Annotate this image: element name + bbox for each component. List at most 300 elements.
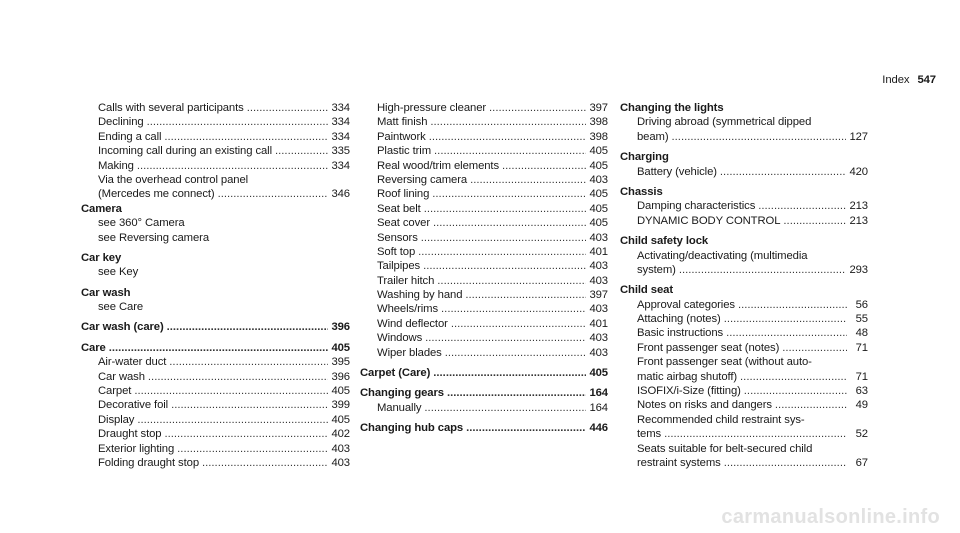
entry-text: Real wood/trim elements <box>377 159 500 172</box>
index-line <box>620 150 868 164</box>
index-line <box>637 442 868 456</box>
entry-text: Changing the lights <box>620 102 724 114</box>
leader-dots <box>466 421 586 435</box>
entry-text: Exterior lighting <box>98 442 175 455</box>
index-subentry <box>360 101 608 115</box>
index-subentry <box>360 115 608 129</box>
page-ref[interactable]: 55 <box>855 313 868 326</box>
leader-dots <box>465 288 586 302</box>
page-ref[interactable]: 398 <box>589 130 608 143</box>
leader-dots <box>167 320 329 334</box>
leader-dots <box>418 245 586 259</box>
index-line <box>98 159 350 173</box>
leader-dots <box>441 302 586 316</box>
index-line <box>637 214 868 228</box>
entry-text: Care <box>81 341 106 354</box>
index-line <box>637 298 868 312</box>
index-subentry <box>81 413 350 427</box>
index-line <box>81 286 350 300</box>
index-line <box>98 265 350 279</box>
entry-text: Chassis <box>620 185 663 198</box>
index-line <box>98 370 350 384</box>
index-subentry <box>81 370 350 384</box>
index-line <box>98 427 350 441</box>
index-line <box>637 326 868 340</box>
index-subentry <box>620 312 868 326</box>
leader-dots <box>177 442 328 456</box>
entry-text: Matt finish <box>377 116 428 129</box>
index-heading <box>620 185 868 199</box>
page-header <box>882 74 936 86</box>
entry-text: Basic instructions <box>637 327 724 340</box>
index-line <box>377 231 608 245</box>
entry-text: Trailer hitch <box>377 274 435 287</box>
page-ref[interactable]: 403 <box>589 260 608 273</box>
page-ref[interactable]: 403 <box>589 346 608 359</box>
leader-dots <box>782 341 847 355</box>
index-subentry <box>360 231 608 245</box>
entry-text: Seat belt <box>377 202 421 215</box>
entry-text: see 360° Camera <box>98 217 185 230</box>
entry-text: Carpet <box>98 385 132 398</box>
index-subentry <box>620 384 868 398</box>
page-ref[interactable]: 405 <box>589 367 608 380</box>
entry-text: Incoming call during an existing call <box>98 145 273 158</box>
index-line <box>620 283 868 297</box>
entry-text: Decorative foil <box>98 399 169 412</box>
index-subentry <box>360 274 608 288</box>
page-ref[interactable]: 403 <box>589 274 608 287</box>
leader-dots <box>421 231 587 245</box>
index-line <box>637 312 868 326</box>
index-line <box>81 320 350 334</box>
page-ref[interactable]: 405 <box>331 413 350 426</box>
leader-dots <box>445 346 587 360</box>
index-line <box>637 456 868 470</box>
entry-text: beam) <box>637 130 669 143</box>
index-subentry <box>620 115 868 144</box>
index-line <box>98 355 350 369</box>
index-subentry <box>360 288 608 302</box>
entry-text: Front passenger seat (without auto- <box>637 356 812 369</box>
leader-dots <box>724 312 847 326</box>
index-subentry <box>81 456 350 470</box>
entry-text: Ending a call <box>98 130 162 143</box>
index-subentry <box>360 302 608 316</box>
page-ref[interactable]: 405 <box>589 159 608 172</box>
entry-text: system) <box>637 263 676 276</box>
entry-text: Battery (vehicle) <box>637 165 717 178</box>
page-ref[interactable]: 401 <box>589 245 608 258</box>
leader-dots <box>738 298 847 312</box>
leader-dots <box>202 456 328 470</box>
page-ref[interactable]: 213 <box>849 214 868 227</box>
entry-text: Car key <box>81 251 122 264</box>
page-ref[interactable]: 446 <box>589 422 608 435</box>
page-ref[interactable]: 71 <box>855 370 868 383</box>
leader-dots <box>148 370 329 384</box>
index-subentry <box>360 259 608 273</box>
index-line <box>98 173 350 187</box>
entry-text: Seat cover <box>377 217 431 230</box>
index-subentry <box>620 355 868 384</box>
page-ref[interactable]: 399 <box>331 399 350 412</box>
entry-text: Car wash <box>98 370 145 383</box>
entry-text: tems <box>637 428 662 441</box>
page-ref[interactable]: 401 <box>589 317 608 330</box>
page-ref[interactable]: 403 <box>331 442 350 455</box>
entry-text: Attaching (notes) <box>637 313 721 326</box>
index-subentry <box>620 341 868 355</box>
leader-dots <box>437 274 586 288</box>
entry-text: Charging <box>620 151 669 164</box>
leader-dots <box>164 130 328 144</box>
entry-text: Wiper blades <box>377 346 442 359</box>
index-subentry <box>81 115 350 129</box>
leader-dots <box>425 331 586 345</box>
index-line <box>637 199 868 213</box>
entry-text: see Care <box>98 301 144 314</box>
index-line <box>98 398 350 412</box>
index-subentry <box>81 144 350 158</box>
leader-dots <box>147 115 329 129</box>
entry-text: ISOFIX/i-Size (fitting) <box>637 385 741 398</box>
leader-dots <box>433 366 586 380</box>
index-line <box>377 159 608 173</box>
page-ref[interactable]: 403 <box>589 303 608 316</box>
index-subentry <box>360 317 608 331</box>
leader-dots <box>470 173 586 187</box>
page-ref[interactable]: 402 <box>331 428 350 441</box>
entry-text: Damping characteristics <box>637 200 756 213</box>
index-subentry <box>360 130 608 144</box>
page-ref[interactable]: 346 <box>331 188 350 201</box>
leader-dots <box>434 144 586 158</box>
page-ref[interactable]: 334 <box>331 159 350 172</box>
index-column-1 <box>81 101 350 470</box>
page-ref[interactable]: 396 <box>331 370 350 383</box>
entry-text: Sensors <box>377 231 418 244</box>
index-line <box>620 101 868 115</box>
index-subentry <box>620 326 868 340</box>
leader-dots <box>164 427 328 441</box>
leader-dots <box>726 326 847 340</box>
index-heading <box>360 386 608 400</box>
leader-dots <box>672 130 847 144</box>
index-line <box>637 249 868 263</box>
index-line <box>377 317 608 331</box>
entry-text: Plastic trim <box>377 145 432 158</box>
entry-text: Activating/deactivating (multimedia <box>637 249 808 262</box>
leader-dots <box>489 101 586 115</box>
page-ref[interactable]: 405 <box>331 341 350 354</box>
index-line <box>81 341 350 355</box>
index-line <box>98 231 350 245</box>
index-line <box>98 456 350 470</box>
page-ref[interactable]: 403 <box>589 332 608 345</box>
index-line <box>98 384 350 398</box>
page-ref[interactable]: 334 <box>331 116 350 129</box>
index-subentry <box>360 346 608 360</box>
index-heading <box>620 101 868 115</box>
index-heading <box>81 286 350 300</box>
index-subentry <box>81 265 350 279</box>
leader-dots <box>724 456 847 470</box>
page-ref[interactable]: 164 <box>589 387 608 400</box>
index-line <box>637 398 868 412</box>
index-subentry <box>620 413 868 442</box>
entry-text: Roof lining <box>377 188 430 201</box>
index-subentry <box>620 398 868 412</box>
page-ref[interactable]: 49 <box>855 399 868 412</box>
entry-text: Driving abroad (symmetrical dipped <box>637 116 812 129</box>
leader-dots <box>423 259 586 273</box>
index-line <box>637 165 868 179</box>
index-subentry <box>360 401 608 415</box>
leader-dots <box>137 159 329 173</box>
page-ref[interactable]: 397 <box>589 289 608 302</box>
index-heading <box>81 320 350 334</box>
entry-text: Paintwork <box>377 130 426 143</box>
entry-text: Wind deflector <box>377 317 448 330</box>
leader-dots <box>109 341 329 355</box>
index-line <box>377 101 608 115</box>
leader-dots <box>433 216 586 230</box>
index-subentry <box>81 300 350 314</box>
index-subentry <box>620 165 868 179</box>
page-ref[interactable]: 127 <box>849 130 868 143</box>
index-subentry <box>620 442 868 471</box>
index-line <box>377 259 608 273</box>
entry-text: Front passenger seat (notes) <box>637 341 780 354</box>
index-line <box>377 173 608 187</box>
leader-dots <box>247 101 329 115</box>
entry-text: (Mercedes me connect) <box>98 188 215 201</box>
entry-text: Folding draught stop <box>98 456 199 469</box>
page-ref[interactable]: 405 <box>589 188 608 201</box>
index-line <box>360 421 608 435</box>
leader-dots <box>275 144 328 158</box>
index-line <box>377 144 608 158</box>
entry-text: High-pressure cleaner <box>377 102 487 114</box>
entry-text: see Reversing camera <box>98 231 210 244</box>
entry-text: Seats suitable for belt-secured child <box>637 442 813 455</box>
leader-dots <box>218 187 329 201</box>
page-ref[interactable]: 403 <box>331 456 350 469</box>
entry-text: Recommended child restraint sys- <box>637 413 805 426</box>
page-ref[interactable]: 398 <box>589 116 608 129</box>
entry-text: matic airbag shutoff) <box>637 370 738 383</box>
entry-text: Air-water duct <box>98 356 167 369</box>
index-line <box>360 386 608 400</box>
leader-dots <box>432 187 586 201</box>
leader-dots <box>424 401 586 415</box>
entry-text: Draught stop <box>98 428 162 441</box>
index-line <box>637 263 868 277</box>
page-ref[interactable]: 403 <box>589 231 608 244</box>
index-line <box>98 130 350 144</box>
entry-text: Soft top <box>377 245 416 258</box>
index-line <box>637 370 868 384</box>
entry-text: DYNAMIC BODY CONTROL <box>637 214 781 227</box>
index-subentry <box>81 101 350 115</box>
index-subentry <box>360 202 608 216</box>
entry-text: Carpet (Care) <box>360 367 431 380</box>
entry-text: Child safety lock <box>620 235 709 248</box>
entry-text: Child seat <box>620 284 673 297</box>
leader-dots <box>137 413 328 427</box>
leader-dots <box>447 386 586 400</box>
watermark: carmanualsonline.info <box>721 506 940 528</box>
index-heading <box>81 202 350 216</box>
index-line <box>620 234 868 248</box>
page-ref[interactable]: 164 <box>589 401 608 414</box>
index-line <box>98 216 350 230</box>
leader-dots <box>744 384 847 398</box>
page-ref[interactable]: 213 <box>849 200 868 213</box>
index-line <box>377 288 608 302</box>
index-line <box>637 427 868 441</box>
index-subentry <box>360 245 608 259</box>
index-column-2 <box>360 101 608 436</box>
entry-text: see Key <box>98 266 139 279</box>
index-line <box>377 202 608 216</box>
index-line <box>377 216 608 230</box>
index-line <box>637 115 868 129</box>
page-ref[interactable]: 335 <box>331 145 350 158</box>
entry-text: Display <box>98 413 135 426</box>
index-subentry <box>360 173 608 187</box>
page-ref[interactable]: 396 <box>331 321 350 334</box>
page-ref[interactable]: 405 <box>589 145 608 158</box>
index-subentry <box>620 214 868 228</box>
entry-text: Notes on risks and dangers <box>637 399 772 412</box>
page-ref[interactable]: 52 <box>855 428 868 441</box>
index-line <box>637 130 868 144</box>
index-line <box>98 115 350 129</box>
index-line <box>98 413 350 427</box>
index-line <box>81 251 350 265</box>
index-line <box>98 144 350 158</box>
page-number: 547 <box>917 74 936 86</box>
page-ref[interactable]: 334 <box>331 102 350 114</box>
page-ref[interactable]: 420 <box>849 165 868 178</box>
index-subentry <box>620 298 868 312</box>
index-subentry <box>360 331 608 345</box>
entry-text: Windows <box>377 332 423 345</box>
index-subentry <box>81 130 350 144</box>
leader-dots <box>424 202 587 216</box>
leader-dots <box>430 115 586 129</box>
page-ref[interactable]: 48 <box>855 327 868 340</box>
index-subentry <box>81 173 350 202</box>
index-line <box>377 245 608 259</box>
index-heading <box>81 251 350 265</box>
header-label: Index <box>882 74 910 86</box>
entry-text: Car wash (care) <box>81 321 164 334</box>
index-heading <box>81 341 350 355</box>
leader-dots <box>783 214 846 228</box>
index-heading <box>360 421 608 435</box>
index-subentry <box>620 249 868 278</box>
index-line <box>377 115 608 129</box>
entry-text: Via the overhead control panel <box>98 173 249 186</box>
page-ref[interactable]: 63 <box>855 385 868 398</box>
index-line <box>637 384 868 398</box>
leader-dots <box>134 384 328 398</box>
leader-dots <box>664 427 847 441</box>
page-ref[interactable]: 405 <box>331 385 350 398</box>
index-subentry <box>81 442 350 456</box>
entry-text: Wheels/rims <box>377 303 439 316</box>
entry-text: Declining <box>98 116 144 129</box>
entry-text: Reversing camera <box>377 173 468 186</box>
page-ref[interactable]: 395 <box>331 356 350 369</box>
leader-dots <box>758 199 846 213</box>
index-line <box>620 185 868 199</box>
index-subentry <box>360 187 608 201</box>
leader-dots <box>502 159 586 173</box>
page-ref[interactable]: 56 <box>855 298 868 311</box>
index-subentry <box>360 216 608 230</box>
index-line <box>377 187 608 201</box>
entry-text: Calls with several participants <box>98 102 244 114</box>
index-line <box>377 346 608 360</box>
page-ref[interactable]: 405 <box>589 217 608 230</box>
leader-dots <box>740 370 847 384</box>
index-subentry <box>81 384 350 398</box>
index-line <box>98 187 350 201</box>
index-line <box>377 130 608 144</box>
page-ref[interactable]: 293 <box>849 263 868 276</box>
index-subentry <box>620 199 868 213</box>
leader-dots <box>679 263 847 277</box>
index-line <box>98 442 350 456</box>
page-ref[interactable]: 334 <box>331 130 350 143</box>
leader-dots <box>171 398 328 412</box>
index-line <box>98 101 350 115</box>
index-column-3 <box>620 101 868 470</box>
index-subentry <box>81 398 350 412</box>
page-ref[interactable]: 403 <box>589 173 608 186</box>
page-ref[interactable]: 67 <box>855 456 868 469</box>
index-subentry <box>81 231 350 245</box>
index-line <box>637 355 868 369</box>
index-subentry <box>81 427 350 441</box>
index-subentry <box>360 159 608 173</box>
index-line <box>377 302 608 316</box>
page-ref[interactable]: 397 <box>589 102 608 114</box>
entry-text: Changing gears <box>360 387 444 400</box>
index-heading <box>620 283 868 297</box>
entry-text: Car wash <box>81 286 131 299</box>
leader-dots <box>720 165 847 179</box>
index-subentry <box>81 216 350 230</box>
entry-text: Making <box>98 159 134 172</box>
index-heading <box>620 150 868 164</box>
index-line <box>377 331 608 345</box>
index-line <box>637 413 868 427</box>
entry-text: Changing hub caps <box>360 422 464 435</box>
page-ref[interactable]: 405 <box>589 202 608 215</box>
leader-dots <box>451 317 587 331</box>
leader-dots <box>429 130 587 144</box>
entry-text: Approval categories <box>637 298 735 311</box>
index-subentry <box>81 355 350 369</box>
leader-dots <box>775 398 847 412</box>
index-line <box>377 401 608 415</box>
page-ref[interactable]: 71 <box>855 341 868 354</box>
